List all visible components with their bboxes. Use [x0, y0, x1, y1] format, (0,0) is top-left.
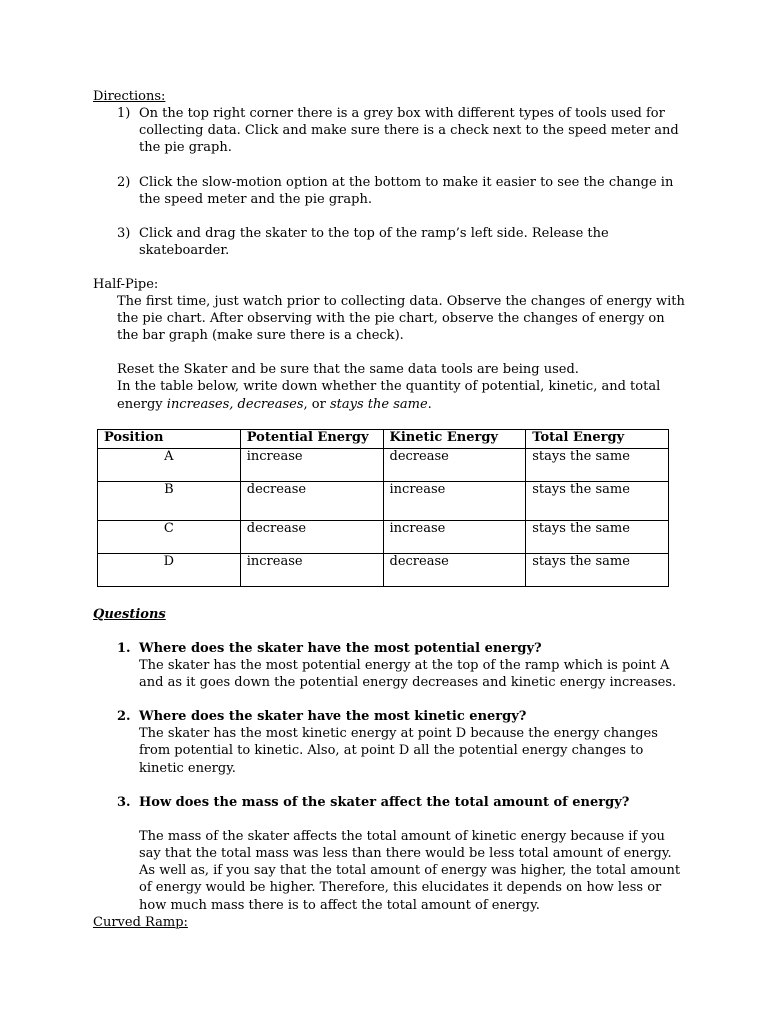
answer-2-line-1: The skater has the most kinetic energy at point D because the energy changes	[139, 726, 658, 741]
cell-position: A	[98, 449, 241, 482]
header-total-energy: Total Energy	[526, 430, 669, 449]
direction-1-number: 1)	[117, 106, 131, 121]
energy-table	[97, 429, 669, 587]
halfpipe-para2-line-1: Reset the Skater and be sure that the same data tools are being used.	[117, 362, 579, 377]
question-3-number: 3.	[117, 795, 131, 810]
option-increases-decreases: increases, decreases	[166, 397, 304, 412]
direction-2-line-2: the speed meter and the pie graph.	[139, 192, 372, 207]
answer-3-line-5: how much mass there is to affect the total amount of energy.	[139, 898, 540, 913]
question-3-text: How does the mass of the skater affect the total amount of energy?	[139, 795, 630, 810]
answer-3-line-2: say that the total mass was less than there would be less total amount of energy.	[139, 846, 672, 861]
answer-1-line-1: The skater has the most potential energy at the top of the ramp which is point A	[139, 658, 670, 673]
halfpipe-heading: Half-Pipe:	[93, 277, 159, 292]
header-kinetic-energy: Kinetic Energy	[383, 430, 526, 449]
direction-3-line-2: skateboarder.	[139, 243, 230, 258]
halfpipe-para1-line-2: the pie chart. After observing with the pie chart, observe the changes of energy on	[117, 311, 665, 326]
sentence-end: .	[427, 397, 432, 412]
cell-total: stays the same	[526, 554, 669, 587]
table-header-row	[98, 430, 669, 449]
table-row	[98, 449, 669, 482]
direction-3-number: 3)	[117, 226, 131, 241]
question-1-text: Where does the skater have the most potential energy?	[139, 641, 542, 656]
option-separator: , or	[303, 397, 330, 412]
option-stays-same: stays the same	[330, 397, 428, 412]
direction-1-line-1: On the top right corner there is a grey box with different types of tools used for	[139, 106, 665, 121]
direction-3-line-1: Click and drag the skater to the top of the ramp’s left side. Release the	[139, 226, 609, 241]
table-row	[98, 521, 669, 554]
cell-position: C	[98, 521, 241, 554]
cell-total: stays the same	[526, 521, 669, 554]
cell-kinetic: increase	[383, 521, 526, 554]
direction-2-line-1: Click the slow-motion option at the bottom to make it easier to see the change in	[139, 175, 674, 190]
cell-potential: increase	[240, 449, 383, 482]
cell-potential: decrease	[240, 521, 383, 554]
question-2-number: 2.	[117, 709, 131, 724]
direction-1-line-3: the pie graph.	[139, 140, 232, 155]
answer-1-line-2: and as it goes down the potential energy decreases and kinetic energy increases.	[139, 675, 677, 690]
header-potential-energy: Potential Energy	[240, 430, 383, 449]
halfpipe-para2-line-3	[117, 396, 432, 413]
question-1-number: 1.	[117, 641, 131, 656]
directions-heading: Directions:	[93, 89, 166, 104]
halfpipe-para1-line-1: The first time, just watch prior to collecting data. Observe the changes of energy with	[117, 294, 685, 309]
energy-prefix: energy	[117, 397, 167, 412]
cell-position: D	[98, 554, 241, 587]
answer-3-line-3: As well as, if you say that the total amount of energy was higher, the total amount	[139, 863, 681, 878]
cell-total: stays the same	[526, 449, 669, 482]
halfpipe-para2-line-2: In the table below, write down whether the quantity of potential, kinetic, and total	[117, 379, 661, 394]
header-position: Position	[98, 430, 241, 449]
cell-potential: increase	[240, 554, 383, 587]
questions-heading: Questions	[93, 607, 166, 622]
curved-ramp-heading: Curved Ramp:	[93, 915, 188, 930]
answer-3-line-4: of energy would be higher. Therefore, this elucidates it depends on how less or	[139, 880, 662, 895]
cell-kinetic: decrease	[383, 449, 526, 482]
answer-2-line-2: from potential to kinetic. Also, at point D all the potential energy changes to	[139, 743, 644, 758]
cell-total: stays the same	[526, 482, 669, 521]
direction-1-line-2: collecting data. Click and make sure there is a check next to the speed meter and	[139, 123, 679, 138]
table-row	[98, 482, 669, 521]
table-row	[98, 554, 669, 587]
answer-3-line-1: The mass of the skater affects the total amount of kinetic energy because if you	[139, 829, 665, 844]
answer-2-line-3: kinetic energy.	[139, 761, 236, 776]
direction-2-number: 2)	[117, 175, 131, 190]
cell-position: B	[98, 482, 241, 521]
question-2-text: Where does the skater have the most kinetic energy?	[139, 709, 527, 724]
halfpipe-para1-line-3: the bar graph (make sure there is a check).	[117, 328, 404, 343]
cell-potential: decrease	[240, 482, 383, 521]
cell-kinetic: decrease	[383, 554, 526, 587]
cell-kinetic: increase	[383, 482, 526, 521]
